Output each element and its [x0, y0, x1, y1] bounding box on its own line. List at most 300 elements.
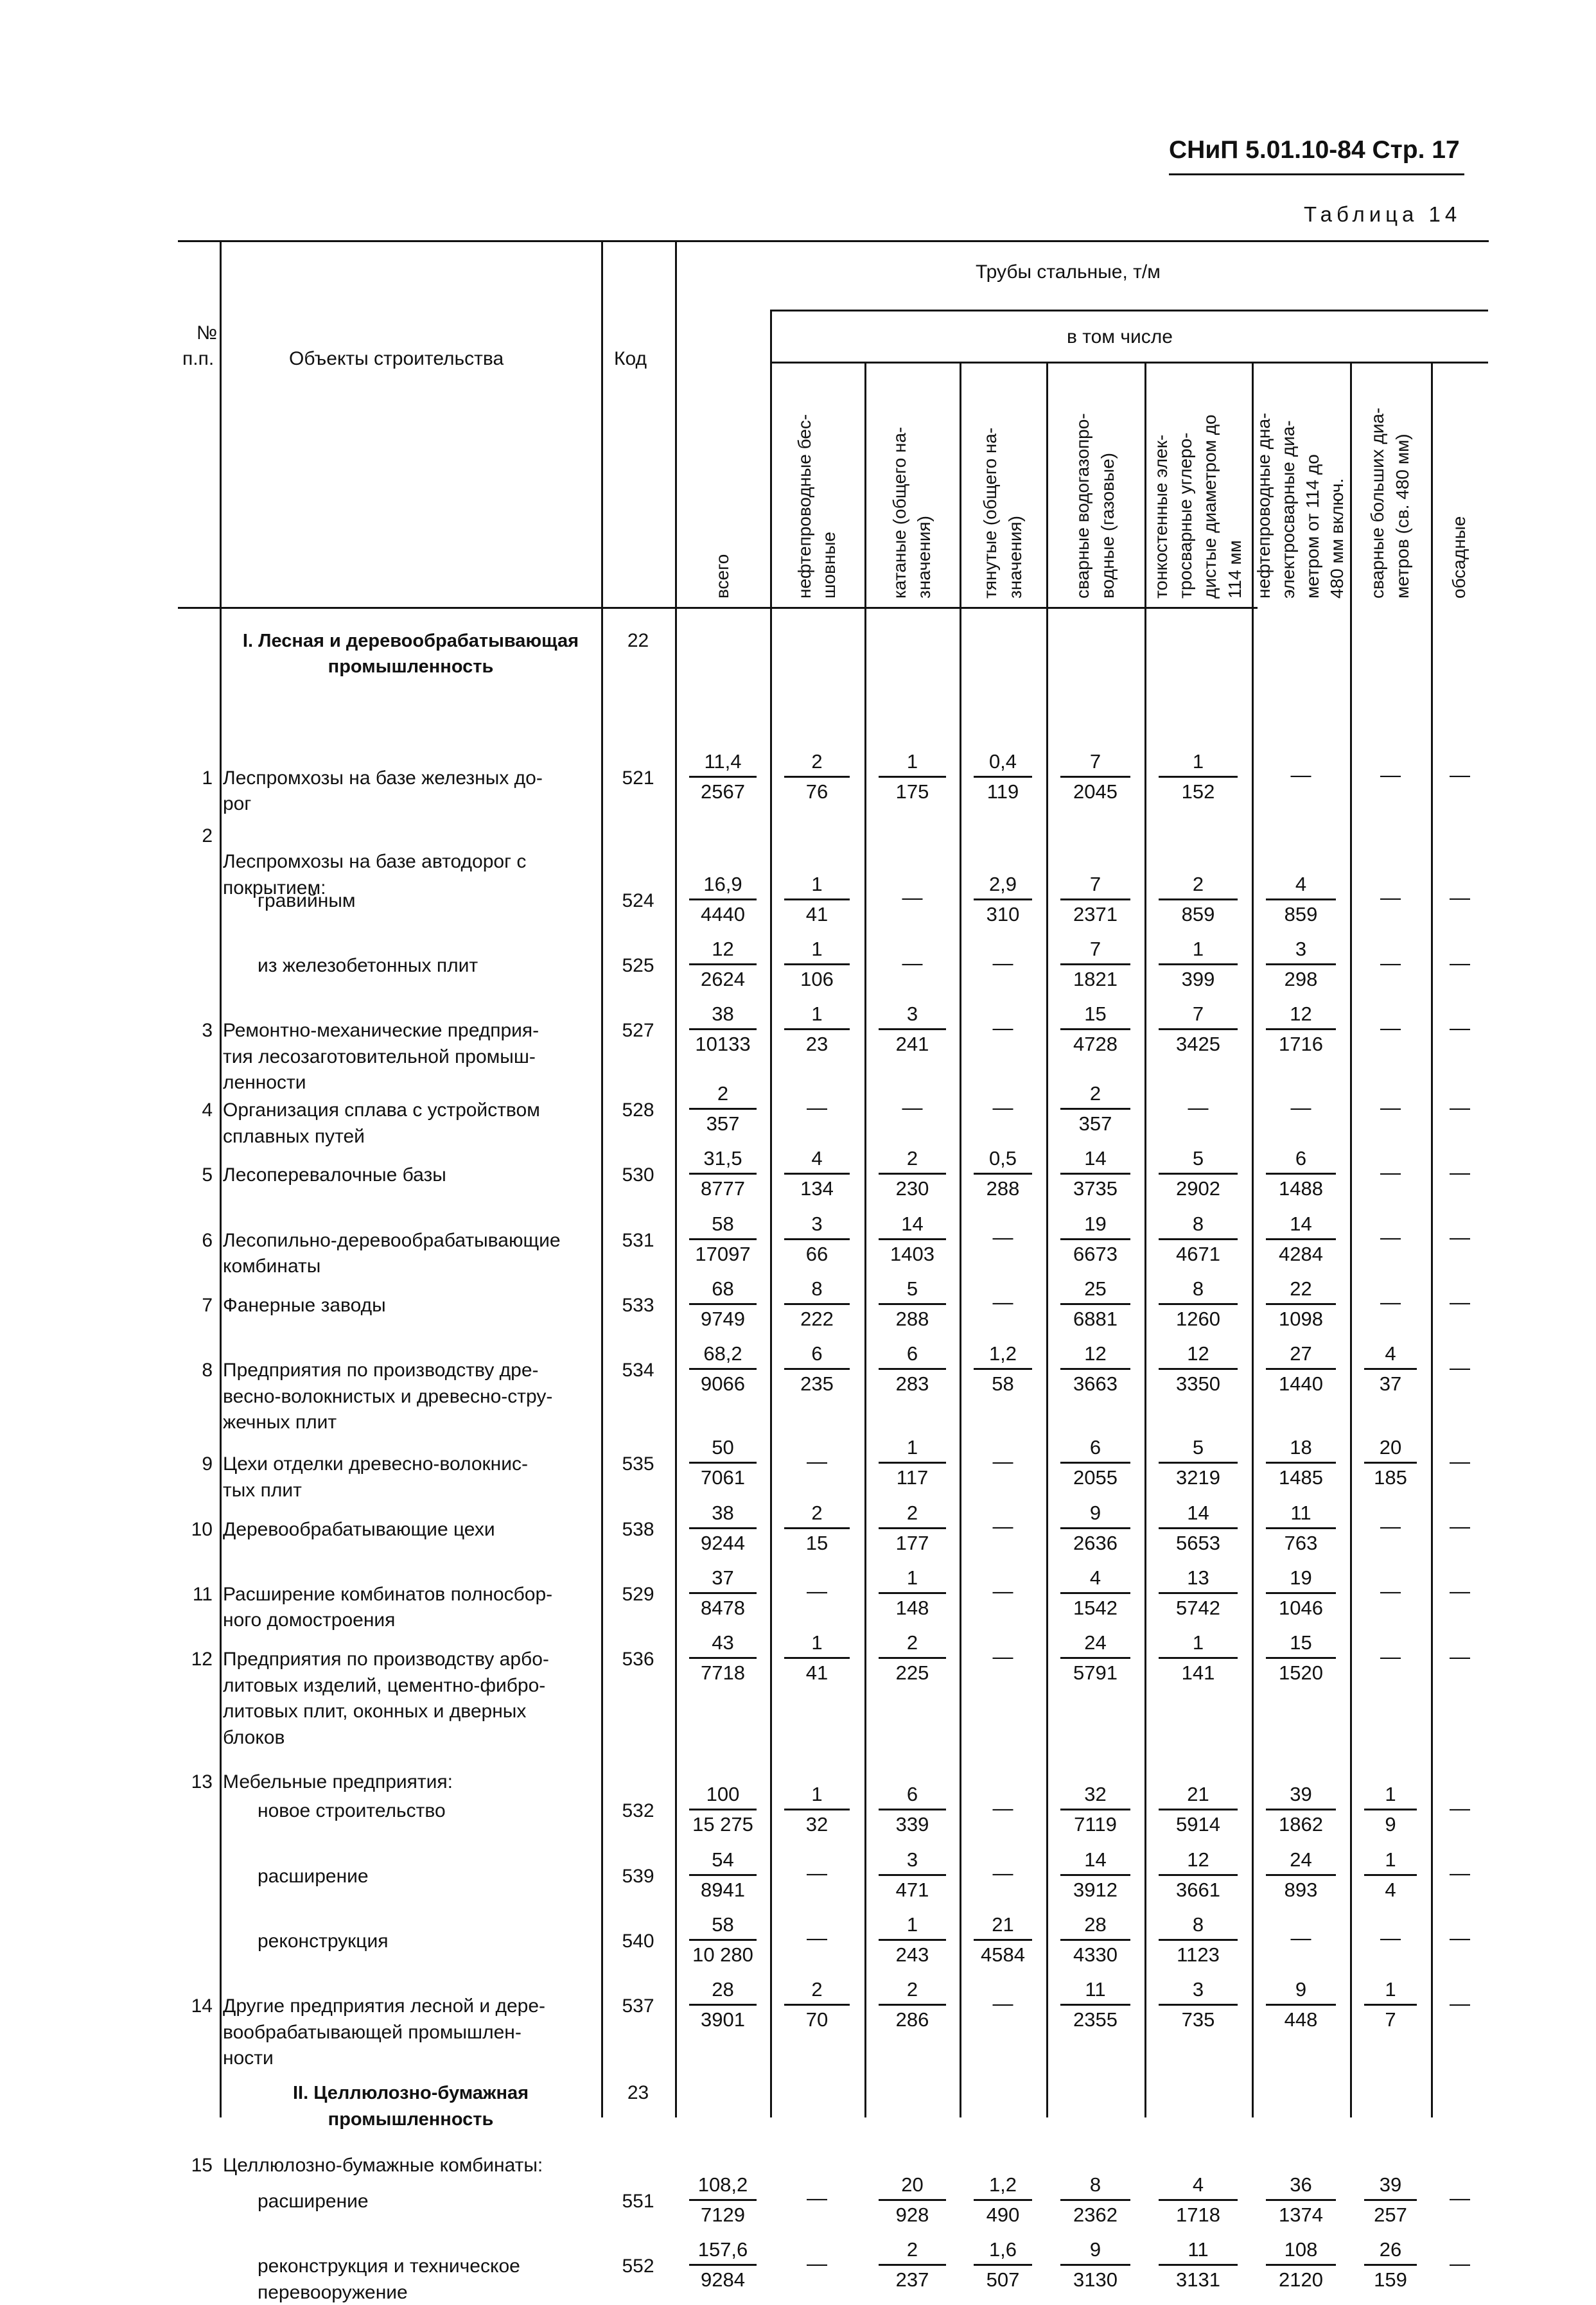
fraction-numerator: 2,9: [974, 872, 1032, 900]
fraction-numerator: 1: [879, 1435, 946, 1464]
fraction-numerator: 6: [1060, 1435, 1130, 1464]
section-heading-20-1: промышленность: [328, 2109, 494, 2130]
value-fraction-4-4: [1046, 936, 1144, 992]
value-dash-14-8: —: [1450, 1645, 1470, 1668]
column-rule-0: [220, 240, 222, 2117]
row-number-14: 12: [191, 1649, 213, 1670]
value-fraction-12-6: [1252, 1500, 1350, 1556]
value-fraction-12-0: [675, 1500, 771, 1556]
object-name-15-0: Мебельные предприятия:: [223, 1771, 453, 1792]
object-name-23-1: перевооружение: [258, 2282, 408, 2303]
value-dash-9-8: —: [1450, 1290, 1470, 1313]
value-dash-5-8: —: [1450, 1016, 1470, 1039]
fraction-denominator: 3219: [1176, 1466, 1220, 1489]
value-fraction-11-2: [864, 1435, 960, 1491]
fraction-denominator: 2371: [1073, 903, 1118, 925]
fraction-denominator: 357: [706, 1112, 740, 1135]
fraction-denominator: 177: [895, 1532, 929, 1554]
value-dash-8-7: —: [1380, 1225, 1401, 1249]
fraction-numerator: 15: [1060, 1001, 1130, 1030]
header-bottom-rule: [178, 607, 1258, 609]
fraction-numerator: 8: [1159, 1912, 1238, 1941]
fraction-denominator: 23: [805, 1033, 829, 1055]
value-fraction-23-6: [1252, 2237, 1350, 2293]
fraction-denominator: 5791: [1073, 1661, 1118, 1684]
object-code-18: 540: [622, 1931, 654, 1952]
value-fraction-7-1: [770, 1146, 864, 1202]
oil-electrowelded-header-line-1: электросварные диа-: [1278, 420, 1298, 599]
gas-header-line-0: сварные водогазопро-: [1073, 413, 1092, 599]
fraction-denominator: 6881: [1073, 1308, 1118, 1330]
fraction-denominator: 4284: [1279, 1243, 1323, 1265]
fraction-denominator: 3130: [1073, 2268, 1118, 2291]
value-fraction-3-6: [1252, 872, 1350, 927]
object-code-7: 530: [622, 1164, 654, 1186]
fraction-numerator: 1: [1159, 1630, 1238, 1659]
value-fraction-13-6: [1252, 1565, 1350, 1621]
fraction-denominator: 32: [805, 1813, 829, 1836]
value-fraction-19-5: [1144, 1977, 1252, 2033]
value-dash-6-8: —: [1450, 1096, 1470, 1119]
fraction-numerator: 36: [1266, 2172, 1336, 2201]
value-fraction-10-4: [1046, 1341, 1144, 1397]
row-number-9: 7: [202, 1295, 213, 1316]
value-dash-9-3: —: [992, 1290, 1013, 1313]
object-code-16: 532: [622, 1800, 654, 1821]
fraction-denominator: 4440: [701, 903, 745, 925]
fraction-denominator: 15 275: [692, 1813, 753, 1836]
fraction-numerator: 2: [879, 1977, 946, 2006]
fraction-numerator: 12: [1159, 1847, 1238, 1876]
thinwall-header-line-0: тонкостенные элек-: [1151, 434, 1171, 599]
fraction-denominator: 1098: [1279, 1308, 1323, 1330]
fraction-denominator: 2045: [1073, 780, 1118, 803]
fraction-numerator: 21: [1159, 1782, 1238, 1810]
group-rule: [770, 310, 1488, 311]
value-fraction-7-4: [1046, 1146, 1144, 1202]
fraction-numerator: 68,2: [689, 1341, 757, 1370]
value-fraction-23-0: [675, 2237, 771, 2293]
value-fraction-13-0: [675, 1565, 771, 1621]
fraction-denominator: 230: [895, 1177, 929, 1200]
fraction-numerator: 37: [689, 1565, 757, 1594]
fraction-numerator: 4: [1159, 2172, 1238, 2201]
fraction-denominator: 225: [895, 1661, 929, 1684]
fraction-numerator: 11: [1159, 2237, 1238, 2266]
fraction-denominator: 3663: [1073, 1372, 1118, 1395]
object-name-19-0: Другие предприятия лесной и дере-: [223, 1995, 546, 2017]
fraction-numerator: 22: [1266, 1276, 1336, 1305]
value-fraction-18-5: [1144, 1912, 1252, 1968]
value-fraction-11-5: [1144, 1435, 1252, 1491]
fraction-numerator: 9: [1266, 1977, 1336, 2006]
value-dash-13-8: —: [1450, 1579, 1470, 1602]
value-dash-17-8: —: [1450, 1861, 1470, 1884]
fraction-denominator: 399: [1181, 968, 1215, 990]
object-code-14: 536: [622, 1649, 654, 1670]
fraction-denominator: 1485: [1279, 1466, 1323, 1489]
fraction-numerator: 20: [1364, 1435, 1417, 1464]
fraction-numerator: 157,6: [689, 2237, 757, 2266]
object-name-5-0: Ремонтно-механические предприя-: [223, 1020, 539, 1041]
fraction-numerator: 26: [1364, 2237, 1417, 2266]
fraction-denominator: 5742: [1176, 1597, 1220, 1619]
value-fraction-17-5: [1144, 1847, 1252, 1903]
value-fraction-9-6: [1252, 1276, 1350, 1332]
subgroup-rule: [770, 362, 1488, 364]
fraction-numerator: 8: [1060, 2172, 1130, 2201]
value-fraction-18-0: [675, 1912, 771, 1968]
value-fraction-7-5: [1144, 1146, 1252, 1202]
value-fraction-4-6: [1252, 936, 1350, 992]
value-dash-4-8: —: [1450, 951, 1470, 974]
value-fraction-7-0: [675, 1146, 771, 1202]
row-number-21: 15: [191, 2155, 213, 2176]
value-fraction-22-0: [675, 2172, 771, 2228]
row-number-7: 5: [202, 1164, 213, 1186]
row-number-15: 13: [191, 1771, 213, 1792]
fraction-denominator: 58: [992, 1372, 1014, 1395]
fraction-denominator: 66: [805, 1243, 829, 1265]
fraction-denominator: 7061: [701, 1466, 745, 1489]
fraction-numerator: 2: [689, 1081, 757, 1110]
value-fraction-14-5: [1144, 1630, 1252, 1686]
object-name-13-0: Расширение комбинатов полносбор-: [223, 1584, 553, 1605]
object-header: Объекты строительства: [289, 348, 504, 369]
fraction-denominator: 357: [1078, 1112, 1112, 1135]
fraction-denominator: 2362: [1073, 2204, 1118, 2226]
fraction-denominator: 928: [895, 2204, 929, 2226]
section-heading-0-0: I. Лесная и деревообрабатывающая: [242, 631, 579, 651]
object-code-22: 551: [622, 2191, 654, 2212]
value-fraction-4-5: [1144, 936, 1252, 992]
fraction-denominator: 4: [1385, 1879, 1396, 1901]
fraction-numerator: 2: [784, 749, 850, 778]
fraction-denominator: 148: [895, 1597, 929, 1619]
object-code-4: 525: [622, 955, 654, 976]
fraction-denominator: 283: [895, 1372, 929, 1395]
value-fraction-9-4: [1046, 1276, 1144, 1332]
fraction-numerator: 14: [879, 1211, 946, 1240]
fraction-numerator: 12: [689, 936, 757, 965]
pipes-group-header: Трубы стальные, т/м: [976, 261, 1161, 283]
fraction-numerator: 5: [879, 1276, 946, 1305]
fraction-numerator: 18: [1266, 1435, 1336, 1464]
object-name-7-0: Лесоперевалочные базы: [223, 1164, 446, 1186]
fraction-numerator: 0,5: [974, 1146, 1032, 1175]
value-dash-11-8: —: [1450, 1450, 1470, 1473]
fraction-numerator: 8: [1159, 1211, 1238, 1240]
fraction-numerator: 7: [1060, 936, 1130, 965]
object-name-17-0: расширение: [258, 1866, 369, 1887]
fraction-numerator: 1,6: [974, 2237, 1032, 2266]
fraction-numerator: 1: [784, 1001, 850, 1030]
fraction-denominator: 339: [895, 1813, 929, 1836]
fraction-denominator: 893: [1284, 1879, 1318, 1901]
fraction-denominator: 8777: [701, 1177, 745, 1200]
fraction-numerator: 24: [1266, 1847, 1336, 1876]
fraction-numerator: 3: [784, 1211, 850, 1240]
object-name-8-0: Лесопильно-деревообрабатывающие: [223, 1230, 561, 1251]
value-dash-22-8: —: [1450, 2186, 1470, 2209]
num-header-sign: №: [197, 322, 218, 344]
value-dash-16-8: —: [1450, 1796, 1470, 1819]
value-dash-4-7: —: [1380, 951, 1401, 974]
value-fraction-17-0: [675, 1847, 771, 1903]
fraction-numerator: 1: [879, 1565, 946, 1594]
fraction-denominator: 15: [805, 1532, 829, 1554]
fraction-denominator: 3912: [1073, 1879, 1118, 1901]
object-name-11-1: тых плит: [223, 1480, 302, 1501]
fraction-numerator: 12: [1060, 1341, 1130, 1370]
value-fraction-3-4: [1046, 872, 1144, 927]
fraction-numerator: 1,2: [974, 1341, 1032, 1370]
object-code-13: 529: [622, 1584, 654, 1605]
fraction-denominator: 1046: [1279, 1597, 1323, 1619]
fraction-denominator: 1542: [1073, 1597, 1118, 1619]
fraction-denominator: 9: [1385, 1813, 1396, 1836]
fraction-numerator: 1: [784, 936, 850, 965]
fraction-numerator: 2: [1159, 872, 1238, 900]
value-dash-18-7: —: [1380, 1926, 1401, 1949]
value-dash-10-8: —: [1450, 1356, 1470, 1379]
value-dash-18-6: —: [1290, 1926, 1311, 1949]
object-name-3-0: гравийным: [258, 890, 356, 911]
large-diameter-header-line-0: сварные больших диа-: [1367, 407, 1387, 599]
object-name-5-1: тия лесозаготовительной промыш-: [223, 1046, 536, 1067]
fraction-numerator: 1: [1364, 1847, 1417, 1876]
fraction-numerator: 1: [1159, 749, 1238, 778]
fraction-numerator: 32: [1060, 1782, 1130, 1810]
fraction-numerator: 19: [1266, 1565, 1336, 1594]
value-fraction-19-7: [1350, 1977, 1431, 2033]
thinwall-header-line-2: дистые диаметром до: [1200, 414, 1220, 599]
value-fraction-8-5: [1144, 1211, 1252, 1267]
fraction-numerator: 1: [1364, 1977, 1417, 2006]
row-number-8: 6: [202, 1230, 213, 1251]
fraction-denominator: 106: [800, 968, 834, 990]
fraction-numerator: 13: [1159, 1565, 1238, 1594]
value-fraction-16-2: [864, 1782, 960, 1837]
fraction-numerator: 3: [879, 1001, 946, 1030]
value-fraction-1-5: [1144, 749, 1252, 805]
value-dash-19-3: —: [992, 1992, 1013, 2015]
value-fraction-8-4: [1046, 1211, 1144, 1267]
fraction-numerator: 7: [1060, 872, 1130, 900]
fraction-denominator: 3131: [1176, 2268, 1220, 2291]
fraction-denominator: 2902: [1176, 1177, 1220, 1200]
value-fraction-7-2: [864, 1146, 960, 1202]
in-that-number-header: в том числе: [1067, 326, 1173, 347]
fraction-numerator: 58: [689, 1912, 757, 1941]
object-name-1-0: Леспромхозы на базе железных до-: [223, 767, 543, 789]
fraction-numerator: 7: [1159, 1001, 1238, 1030]
fraction-denominator: 175: [895, 780, 929, 803]
value-dash-13-7: —: [1380, 1579, 1401, 1602]
object-name-19-2: ности: [223, 2047, 274, 2069]
rolled-header-line-1: значения): [914, 515, 934, 599]
fraction-numerator: 14: [1159, 1500, 1238, 1529]
fraction-denominator: 41: [805, 1661, 829, 1684]
object-name-22-0: расширение: [258, 2191, 369, 2212]
section-heading-0-1: промышленность: [328, 656, 494, 677]
value-dash-18-8: —: [1450, 1926, 1470, 1949]
fraction-numerator: 15: [1266, 1630, 1336, 1659]
value-dash-6-1: —: [807, 1096, 827, 1119]
fraction-denominator: 5914: [1176, 1813, 1220, 1836]
fraction-denominator: 448: [1284, 2008, 1318, 2031]
value-dash-1-7: —: [1380, 763, 1401, 786]
object-name-10-1: весно-волокнистых и древесно-стру-: [223, 1386, 553, 1407]
casing-header-line-0: обсадные: [1449, 516, 1469, 599]
fraction-numerator: 9: [1060, 1500, 1130, 1529]
value-dash-6-5: —: [1188, 1096, 1209, 1119]
value-fraction-10-6: [1252, 1341, 1350, 1397]
value-fraction-12-1: [770, 1500, 864, 1556]
fraction-numerator: 31,5: [689, 1146, 757, 1175]
value-fraction-1-1: [770, 749, 864, 805]
value-fraction-16-6: [1252, 1782, 1350, 1837]
value-dash-4-2: —: [902, 951, 923, 974]
object-code-9: 533: [622, 1295, 654, 1316]
value-dash-17-3: —: [992, 1861, 1013, 1884]
value-fraction-4-1: [770, 936, 864, 992]
fraction-denominator: 8478: [701, 1597, 745, 1619]
object-code-8: 531: [622, 1230, 654, 1251]
fraction-denominator: 1440: [1279, 1372, 1323, 1395]
value-fraction-11-0: [675, 1435, 771, 1491]
fraction-denominator: 9284: [701, 2268, 745, 2291]
fraction-numerator: 11: [1060, 1977, 1130, 2006]
object-name-1-1: рог: [223, 793, 252, 814]
fraction-denominator: 1718: [1176, 2204, 1220, 2226]
object-code-11: 535: [622, 1453, 654, 1475]
value-fraction-1-4: [1046, 749, 1144, 805]
fraction-numerator: 28: [689, 1977, 757, 2006]
fraction-denominator: 37: [1379, 1372, 1402, 1395]
fraction-numerator: 1: [1364, 1782, 1417, 1810]
fraction-denominator: 41: [805, 903, 829, 925]
fraction-denominator: 1821: [1073, 968, 1118, 990]
fraction-denominator: 141: [1181, 1661, 1215, 1684]
fraction-numerator: 1: [784, 1782, 850, 1810]
fraction-numerator: 2: [879, 2237, 946, 2266]
fraction-denominator: 288: [986, 1177, 1020, 1200]
fraction-numerator: 9: [1060, 2237, 1130, 2266]
fraction-numerator: 11,4: [689, 749, 757, 778]
value-dash-5-7: —: [1380, 1016, 1401, 1039]
fraction-numerator: 4: [1060, 1565, 1130, 1594]
value-fraction-23-5: [1144, 2237, 1252, 2293]
fraction-numerator: 12: [1266, 1001, 1336, 1030]
value-fraction-11-6: [1252, 1435, 1350, 1491]
fraction-numerator: 8: [784, 1276, 850, 1305]
value-fraction-23-7: [1350, 2237, 1431, 2293]
object-name-18-0: реконструкция: [258, 1931, 389, 1952]
fraction-numerator: 54: [689, 1847, 757, 1876]
value-fraction-1-0: [675, 749, 771, 805]
object-name-12-0: Деревообрабатывающие цехи: [223, 1519, 495, 1540]
drawn-header-line-1: значения): [1005, 515, 1025, 599]
fraction-numerator: 6: [784, 1341, 850, 1370]
value-fraction-18-2: [864, 1912, 960, 1968]
value-fraction-22-2: [864, 2172, 960, 2228]
fraction-denominator: 17097: [695, 1243, 751, 1265]
value-dash-12-8: —: [1450, 1514, 1470, 1538]
value-dash-13-3: —: [992, 1579, 1013, 1602]
value-dash-7-8: —: [1450, 1161, 1470, 1184]
thinwall-header-line-1: тросварные углеро-: [1175, 432, 1195, 599]
thinwall-header-line-3: 114 мм: [1225, 540, 1245, 599]
oil-electrowelded-header-line-2: метром от 114 до: [1302, 454, 1322, 599]
object-name-9-0: Фанерные заводы: [223, 1295, 386, 1316]
value-fraction-16-1: [770, 1782, 864, 1837]
fraction-numerator: 3: [1266, 936, 1336, 965]
value-dash-11-3: —: [992, 1450, 1013, 1473]
value-dash-4-3: —: [992, 951, 1013, 974]
fraction-numerator: 5: [1159, 1435, 1238, 1464]
value-dash-12-7: —: [1380, 1514, 1401, 1538]
oil-electrowelded-header-line-0: нефтепроводные дна-: [1254, 412, 1274, 599]
fraction-denominator: 7129: [701, 2204, 745, 2226]
header-rule: [1169, 173, 1464, 175]
fraction-numerator: 8: [1159, 1276, 1238, 1305]
drawn-header-line-0: тянутые (общего на-: [980, 427, 1000, 599]
object-name-23-0: реконструкция и техническое: [258, 2256, 520, 2277]
value-fraction-7-3: [960, 1146, 1046, 1202]
fraction-numerator: 50: [689, 1435, 757, 1464]
value-fraction-8-1: [770, 1211, 864, 1267]
object-code-12: 538: [622, 1519, 654, 1540]
fraction-denominator: 1374: [1279, 2204, 1323, 2226]
object-code-5: 527: [622, 1020, 654, 1041]
fraction-numerator: 2: [784, 1500, 850, 1529]
fraction-numerator: 4: [1266, 872, 1336, 900]
fraction-denominator: 471: [895, 1879, 929, 1901]
value-fraction-9-5: [1144, 1276, 1252, 1332]
fraction-denominator: 507: [986, 2268, 1020, 2291]
object-name-2-2: покрытием:: [223, 877, 326, 898]
value-fraction-9-1: [770, 1276, 864, 1332]
section-code-20: 23: [627, 2082, 649, 2103]
code-header: Код: [614, 348, 647, 369]
fraction-denominator: 310: [986, 903, 1020, 925]
fraction-denominator: 257: [1374, 2204, 1407, 2226]
value-fraction-10-1: [770, 1341, 864, 1397]
object-name-10-0: Предприятия по производству дре-: [223, 1360, 539, 1381]
value-fraction-3-1: [770, 872, 864, 927]
value-dash-6-7: —: [1380, 1096, 1401, 1119]
object-code-19: 537: [622, 1995, 654, 2017]
value-fraction-5-5: [1144, 1001, 1252, 1057]
fraction-numerator: 38: [689, 1500, 757, 1529]
section-code-0: 22: [627, 630, 649, 651]
object-name-14-3: блоков: [223, 1727, 285, 1748]
fraction-denominator: 235: [800, 1372, 834, 1395]
fraction-numerator: 1,2: [974, 2172, 1032, 2201]
object-code-3: 524: [622, 890, 654, 911]
row-number-19: 14: [191, 1995, 213, 2017]
object-name-6-0: Организация сплава с устройством: [223, 1100, 540, 1121]
value-fraction-22-4: [1046, 2172, 1144, 2228]
object-name-21-0: Целлюлозно-бумажные комбинаты:: [223, 2155, 543, 2176]
value-dash-13-1: —: [807, 1579, 827, 1602]
fraction-numerator: 1: [784, 872, 850, 900]
fraction-numerator: 1: [1159, 936, 1238, 965]
rolled-header-line-0: катаные (общего на-: [890, 426, 909, 599]
fraction-numerator: 1: [879, 749, 946, 778]
value-fraction-16-5: [1144, 1782, 1252, 1837]
